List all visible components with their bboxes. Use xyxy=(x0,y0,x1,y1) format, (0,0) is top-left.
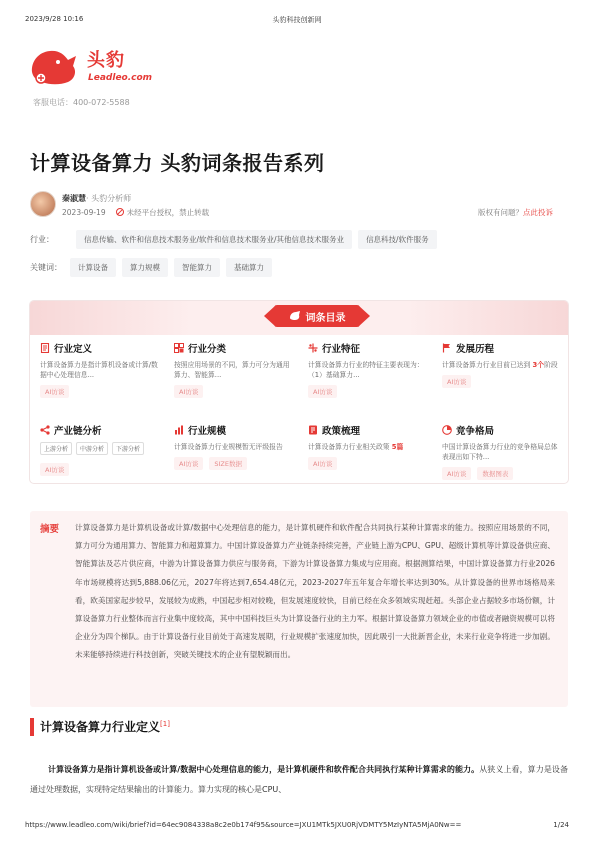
keyword-tag[interactable]: 基础算力 xyxy=(226,258,272,277)
paragraph-bold-text: 计算设备算力是指计算机设备或计算/数据中心处理信息的能力，是计算机硬件和软件配合共同执行某种计算需求的能力。 xyxy=(48,765,480,774)
data-chart-button[interactable]: 数据图表 xyxy=(477,467,513,480)
competition-icon xyxy=(442,425,452,435)
toc-item-title: 竞争格局 xyxy=(456,426,495,437)
toc-item-history[interactable] xyxy=(432,341,562,388)
license-text: 未经平台授权，禁止转载 xyxy=(126,208,210,217)
toc-item-scale[interactable] xyxy=(164,423,294,470)
section-heading xyxy=(40,718,170,735)
ai-interview-button[interactable]: AI访谈 xyxy=(308,457,337,470)
toc-item-title: 发展历程 xyxy=(456,344,495,355)
size-data-button[interactable]: SIZE数据 xyxy=(209,457,247,470)
logo-wordmark: 头豹 xyxy=(87,50,125,71)
grid-icon xyxy=(174,343,184,353)
toc-item-features[interactable] xyxy=(298,341,428,398)
toc-item-title: 行业定义 xyxy=(54,344,93,355)
industry-label: 行业： xyxy=(30,235,54,244)
desc-text: 计算设备算力行业相关政策 xyxy=(308,443,392,451)
desc-text: 阶段 xyxy=(544,361,558,369)
keywords-label: 关键词： xyxy=(30,263,62,272)
leopard-logo-icon xyxy=(28,44,143,90)
document-icon xyxy=(40,343,50,353)
print-site-title: 头豹科技创新网 xyxy=(272,16,322,24)
toc-item-desc: 中国计算设备算力行业的竞争格局总体表现出如下特... xyxy=(442,443,558,461)
ai-interview-button[interactable]: AI访谈 xyxy=(308,385,337,398)
definition-paragraph xyxy=(30,760,568,800)
report-link[interactable]: 点此投诉 xyxy=(523,208,553,217)
article-meta xyxy=(62,207,209,218)
toc-item-desc: 计算设备算力是指计算机设备或计算/数据中心处理信息... xyxy=(40,361,158,379)
page-title: 计算设备算力 头豹词条报告系列 xyxy=(30,151,325,175)
ai-interview-button[interactable]: AI访谈 xyxy=(442,467,471,480)
plus-grid-icon xyxy=(308,343,318,353)
toc-item-chain[interactable] xyxy=(30,423,160,476)
toc-item-title: 产业链分析 xyxy=(54,426,102,437)
toc-title: 词条目录 xyxy=(305,312,346,324)
rights-question: 版权有问题？ xyxy=(478,208,523,217)
desc-highlight: 5篇 xyxy=(391,443,404,451)
no-copy-icon xyxy=(116,208,124,216)
keywords-row xyxy=(30,258,272,277)
industry-row xyxy=(30,230,437,249)
toc-item-policy[interactable] xyxy=(298,423,428,470)
toc-item-desc xyxy=(442,360,560,370)
section-accent-bar xyxy=(30,718,34,736)
customer-service-phone: 客服电话：400-072-5588 xyxy=(33,98,130,107)
ai-interview-button[interactable]: AI访谈 xyxy=(40,385,69,398)
ai-interview-button[interactable]: AI访谈 xyxy=(442,375,471,388)
page-number: 1/24 xyxy=(553,821,569,829)
keyword-tag[interactable]: 智能算力 xyxy=(174,258,220,277)
toc-item-definition[interactable] xyxy=(30,341,160,398)
industry-tag[interactable]: 信息科技/软件服务 xyxy=(358,230,437,249)
upstream-tag[interactable]: 上游分析 xyxy=(40,442,72,455)
author-line xyxy=(62,193,131,204)
policy-icon xyxy=(308,425,318,435)
author-name[interactable]: 秦淑慧 xyxy=(62,194,86,203)
logo-domain: Leadleo.com xyxy=(88,73,153,83)
ai-interview-button[interactable]: AI访谈 xyxy=(174,385,203,398)
chain-icon xyxy=(40,425,50,435)
author-avatar[interactable] xyxy=(30,191,56,217)
ai-interview-button[interactable]: AI访谈 xyxy=(40,463,69,476)
keyword-tag[interactable]: 算力规模 xyxy=(122,258,168,277)
rights-notice xyxy=(478,207,553,218)
author-role: · 头豹分析师 xyxy=(86,194,132,203)
toc-item-desc: 按照应用场景的不同，算力可分为通用算力、智能算... xyxy=(174,361,290,379)
print-datetime: 2023/9/28 10:16 xyxy=(25,15,84,23)
paragraph-text: 从狭义上看，算力是设备通过处理数据，实现特定结果输出的计算能力。算力实现的核心是CPU、 xyxy=(30,765,568,794)
abstract-label: 摘要 xyxy=(40,524,60,535)
desc-highlight: 3个 xyxy=(532,361,545,369)
toc-item-title: 行业分类 xyxy=(188,344,227,355)
license-notice xyxy=(116,207,210,218)
downstream-tag[interactable]: 下游分析 xyxy=(112,442,144,455)
abstract-box xyxy=(30,511,568,707)
ai-interview-button[interactable]: AI访谈 xyxy=(174,457,203,470)
publish-date: 2023-09-19 xyxy=(62,208,106,217)
toc-item-title: 行业特征 xyxy=(322,344,361,355)
toc-item-title: 政策梳理 xyxy=(322,426,361,437)
bar-chart-icon xyxy=(174,425,184,435)
abstract-text: 计算设备算力是计算机设备或计算/数据中心处理信息的能力，是计算机硬件和软件配合共同执行某种计算需求的能力。按照应用场景的不同，算力可分为通用算力、智能算力和超算算力。中国计算设备算力产业链条持续完善，产业链上游为CPU、GPU、超级计算机等计算设备供应商、智能算法及芯片供应商，中游为计算设备算力供应与服务商，下游为计算设备算力集成与应用商。根据测算结果，中国计算设备算力行业2026年市场规模将达到5,888.06亿元，2027年将达到7,654.48亿元，2023-2027年五年复合年增长率达到30%。从计算设备的世界市场格局来看，欧美国家起步较早，发展较为成熟，中国起步相对较晚，但发展速度较快，目前已经在众多领域实现赶超。头部企业占据较多市场份额，计算设备算力行业整体而言行业集中度较高，其中中国科技巨头为计算设备行业的主力军。根据计算设备算力领域企业的市值或者融资规模可以将企业分为四个梯队。由于计算设备行业目前处于高速发展期，行业规模扩张速度加快，因此吸引一大批新晋企业，未来行业竞争将进一步加剧。未来能够持续进行科技创新，突破关键技术的企业有望脱颖而出。 xyxy=(75,523,555,660)
toc-item-competition[interactable] xyxy=(432,423,562,480)
toc-item-desc xyxy=(308,442,426,452)
toc-banner xyxy=(274,305,360,327)
industry-tag[interactable]: 信息传输、软件和信息技术服务业/软件和信息技术服务业/其他信息技术服务业 xyxy=(76,230,352,249)
page-url: https://www.leadleo.com/wiki/brief?id=64ec9084338a8c2e0b174f95&source=JXU1MTk5JXU0RjVDMTY5MzIyNTA5MjA0Nw== xyxy=(25,821,462,829)
reference-link[interactable]: [1] xyxy=(160,720,170,728)
toc-item-desc: 计算设备算力行业的特征主要表现为：（1）基础算力... xyxy=(308,361,424,379)
toc-item-desc: 计算设备算力行业规模暂无评级报告 xyxy=(174,443,283,451)
keyword-tag[interactable]: 计算设备 xyxy=(70,258,116,277)
leopard-mini-icon xyxy=(289,311,301,321)
toc-panel xyxy=(30,301,568,483)
flag-icon xyxy=(442,343,452,353)
toc-header xyxy=(30,301,568,335)
midstream-tag[interactable]: 中游分析 xyxy=(76,442,108,455)
section-title: 计算设备算力行业定义 xyxy=(40,720,161,734)
toc-item-title: 行业规模 xyxy=(188,426,227,437)
leadleo-logo[interactable] xyxy=(28,44,153,90)
toc-item-classification[interactable] xyxy=(164,341,294,398)
desc-text: 计算设备算力行业目前已达到 xyxy=(442,361,533,369)
